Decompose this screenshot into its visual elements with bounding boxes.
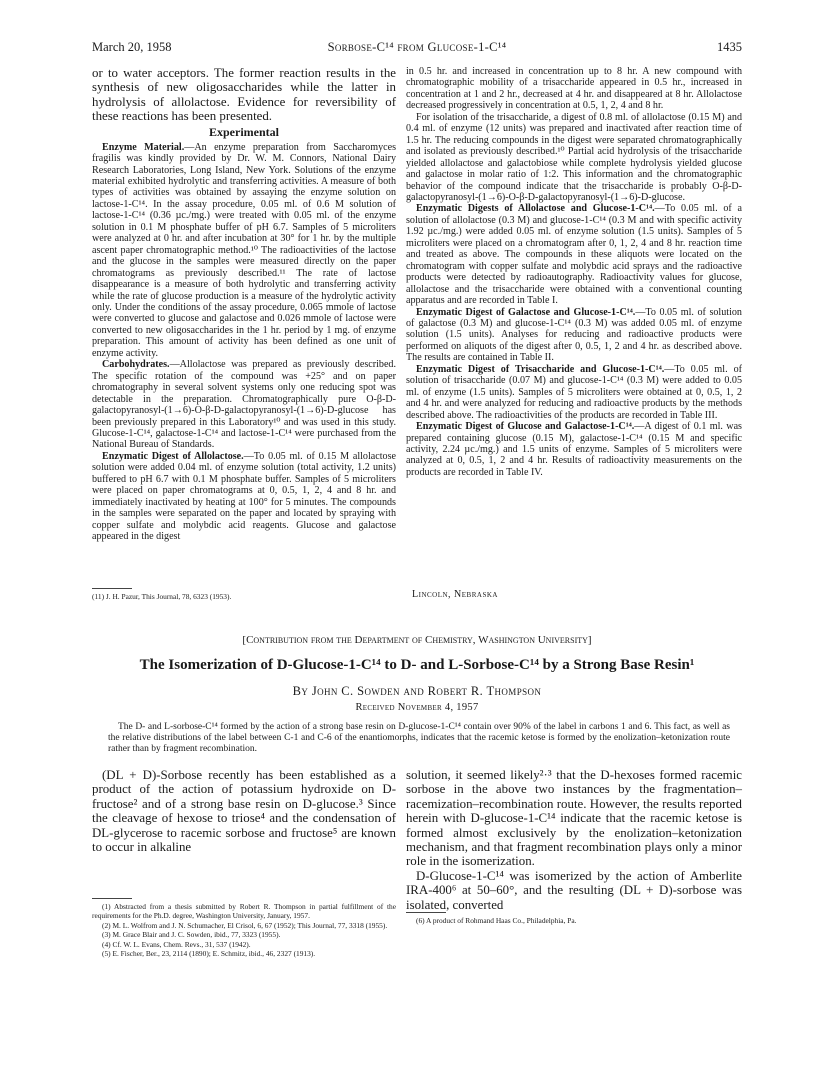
footnote-divider: [92, 898, 132, 899]
runin-heading: Enzymatic Digest of Galactose and Glucose-1-C¹⁴.: [416, 306, 636, 318]
intro-paragraph: (DL + D)-Sorbose recently has been established as a product of the action of potassium hydroxide on D-fructose² and of a strong base resin on D-glucose.³ Since the cleavage of hexose to triose⁴ and the condensation of DL-glycerose to racemic sorbose and fructose⁵ are known to occur in alkaline: [92, 768, 396, 855]
upper-right-column: [406, 66, 742, 478]
footnote-11: (11) J. H. Pazur, This Journal, 78, 6323 (1953).: [92, 592, 232, 601]
continued-paragraph: in 0.5 hr. and increased in concentration up to 8 hr. A new compound with chromatographic mobility of a trisaccharide appeared in 0.5 hr., increased in concentration at 1 and 2 hr., decreased at 4 hr. and disappeared at 8 hr. Allolactose decreased progressively in concentration at 0.5, 1, 2, 4 and 8 hr.: [406, 66, 742, 112]
paragraph-continued: solution, it seemed likely²·³ that the D-hexoses formed racemic sorbose in the above two instances by the fragmentation–racemization–recombination route. However, the results reported herein with D-glucose-1-C¹⁴ indicate that the racemic ketose is formed almost exclusively by the enolization–ketonization mechanism, and that fragment recombination plays only a minor role in the isomerization.: [406, 768, 742, 869]
paragraph-text: —To 0.05 ml. of solution of galactose (0.3 M) and glucose-1-C¹⁴ (0.3 M) was added 0.05 ml. of enzyme solution (1.5 units). Analyses for reducing and radioactive products were performed on aliquots of the digest after 0, 0.5, 1, 2 and 4 hr. as described above. The results are contained in Table II.: [406, 306, 742, 364]
section-heading: Experimental: [209, 124, 279, 139]
lower-right-text: [406, 768, 742, 912]
paragraph-allolactose-glucose: [406, 203, 742, 306]
paragraph-text: —To 0.05 ml. of a solution of allolactose (0.3 M) and glucose-1-C¹⁴ (0.3 M and with specific activity 1.92 µc./mg.) were added 0.05 ml. of enzyme solution (1.5 units). Samples of 5 microliters were placed on a chromatogram after 0, 1, 2, 4 and 8 hr. reaction time and treated as above. The compounds in these aliquots were located on the chromatogram with copper sulfate and molybdic acid sprays and the radioactive products were detected by radioautography. Radioactivity values for glucose, allolactose and the trisaccharide were obtained with a conventional counting apparatus and are recorded in Table I.: [406, 203, 742, 307]
paragraph-trisaccharide-glucose: [406, 364, 742, 421]
paragraph-text: —An enzyme preparation from Saccharomyces fragilis was kindly provided by Dr. W. M. Connors, National Dairy Research Laboratories, Long Island, New York. Solutions of the enzyme material exhibited hydrolytic and transferring activities. A measure of both types of activities was obtained by assaying the enzyme solution on lactose-1-C¹⁴. In the assay procedure, 0.05 ml. of 0.6 M solution of lactose-1-C¹⁴ (0.36 µc./mg.) were treated with 0.05 ml. of the enzyme solution in 0.1 M phosphate buffer of pH 6.7. Samples of 5 microliters were analyzed at 0 hr. and after incubation at 30° for 1 hr. by the multiple ascent paper chromatographic method.¹⁰ The radioactivities of the lactose and the glucose in the samples were measured directly on the paper chromatograms as previously described.¹¹ The rate of lactose disappearance is a measure of both hydrolytic and transferring activity while the rate of glucose production is a measure of the hydrolytic activity only. Under the conditions of the assay procedure, 0.065 mmole of lactose were converted to glucose and galactose and 0.026 mmole of lactose were converted to new oligosaccharides in the 1 hr. period by 1 mg. of enzyme preparation. This amount of activity has been defined as one unit of enzyme activity.: [92, 141, 396, 359]
lower-left-footnotes: [92, 902, 396, 958]
authors: By John C. Sowden and Robert R. Thompson: [292, 684, 542, 698]
runin-heading: Enzymatic Digest of Trisaccharide and Glucose-1-C¹⁴.: [416, 363, 665, 375]
paragraph-text: —To 0.05 ml. of solution of trisaccharide (0.07 M) and glucose-1-C¹⁴ (0.3 M) were added to 0.05 ml. of enzyme (1.5 units). Samples of 5 microliters were obtained at 0, 0.5, 1, 2 and 4 hr. and were analyzed for reducing and radioactive products by the methods described above. The radioactivities of the products are recorded in Table III.: [406, 363, 742, 421]
footnote-divider: [92, 588, 132, 589]
running-header: [92, 40, 742, 56]
abstract: The D- and L-sorbose-C¹⁴ formed by the action of a strong base resin on D-glucose-1-C¹⁴ contain over 90% of the label in carbons 1 and 6. This fact, as well as the relative distributions of the label between C-1 and C-6 of the enantiomorphs, indicates that the racemic ketose is formed by the enolization–ketonization route rather than by fragment recombination.: [108, 722, 730, 755]
intro-paragraph: or to water acceptors. The former reaction results in the synthesis of new oligosaccharides while the latter in hydrolysis of allolactose. Evidence for reversibility of these reactions has been presented.: [92, 66, 396, 124]
runin-heading: Enzyme Material.: [102, 141, 185, 153]
received-date: Received November 4, 1957: [355, 702, 479, 713]
paragraph-trisaccharide-isolation: For isolation of the trisaccharide, a digest of 0.8 ml. of allolactose (0.15 M) and 0.4 ml. of enzyme (12 units) was prepared and inactivated after reaction time of 1.5 hr. The reducing compounds in the digest were separated chromatographically and isolated as previously described.¹⁰ Partial acid hydrolysis of the trisaccharide yielded allolactose and galactobiose while complete hydrolysis yielded glucose and galactose in molar ratio of 1:2. This information and the chromatographic behavior of the compound indicate that the trisaccharide is probably O-β-D-galactopyranosyl-(1→6)-O-β-D-galactopyranosyl-(1→6)-D-glucose.: [406, 111, 742, 203]
footnote-4: (4) Cf. W. L. Evans, Chem. Revs., 31, 537 (1942).: [102, 939, 251, 949]
footnote-divider: [406, 912, 446, 913]
runin-heading: Enzymatic Digest of Allolactose.: [102, 450, 244, 462]
paragraph-text: —A digest of 0.1 ml. was prepared containing glucose (0.15 M), galactose-1-C¹⁴ (0.15 M and specific activity, 2.24 µc./mg.) and 1.5 units of enzyme. Samples of 5 microliters were analyzed at 0, 0.5, 1, 2 and 4 hr. Results of radioactivity measurements on the products are recorded in Table IV.: [406, 421, 742, 478]
paragraph-galactose-glucose: [406, 307, 742, 364]
paragraph-glucose-galactose: [406, 421, 742, 478]
footnote-1: (1) Abstracted from a thesis submitted by Robert R. Thompson in partial fulfillment of the requirements for the Ph.D. degree, Washington University, January, 1957.: [92, 902, 396, 921]
footnote-5: (5) E. Fischer, Ber., 23, 2114 (1890); E. Schmitz, ibid., 46, 2327 (1913).: [102, 949, 316, 959]
footnote-2: (2) M. L. Wolfrom and J. N. Schumacher, El Crisol, 6, 67 (1952); This Journal, 77, 3318 (1955).: [102, 920, 388, 930]
header-date: March 20, 1958: [92, 40, 172, 54]
runin-heading: Enzymatic Digests of Allolactose and Glucose-1-C¹⁴.: [416, 203, 655, 215]
footnote-3: (3) M. Grace Blair and J. C. Sowden, ibid., 77, 3323 (1955).: [102, 930, 281, 940]
footnote-6: [406, 916, 742, 925]
header-running-title: Sorbose-C¹⁴ from Glucose-1-C¹⁴: [327, 40, 507, 54]
article-title: The Isomerization of D-Glucose-1-C¹⁴ to D- and L-Sorbose-C¹⁴ by a Strong Base Resin¹: [139, 657, 695, 673]
paragraph-isomerization: D-Glucose-1-C¹⁴ was isomerized by the action of Amberlite IRA-400⁶ at 50–60°, and the resulting (DL + D)-sorbose was isolated, converted: [406, 868, 742, 912]
paragraph-text: —Allolactose was prepared as previously described. The specific rotation of the compound was +25° and on paper chromatography in several solvent systems only one reducing spot was detectable in the preparation. Chromatographically pure O-β-D-galactopyranosyl-(1→6)-O-β-D-galactopyranosyl-(1→6)-D-glucose has been previously prepared in this Laboratory¹⁰ and was used in this study. Glucose-1-C¹⁴, galactose-1-C¹⁴ and lactose-1-C¹⁴ were purchased from the National Bureau of Standards.: [92, 359, 396, 451]
contribution-line: [Contribution from the Department of Chemistry, Washington University]: [242, 634, 592, 646]
paragraph-enzyme-material: [92, 142, 396, 360]
lower-left-text: [92, 768, 396, 854]
runin-heading: Carbohydrates.: [102, 359, 170, 371]
upper-left-column: [92, 66, 396, 542]
paragraph-text: —To 0.05 ml. of 0.15 M allolactose solution were added 0.04 ml. of enzyme solution (total activity, 1.2 units) buffered to pH 6.7 with 0.1 M phosphate buffer. Samples of 5 microliters were placed on paper chromatograms at 0, 0.5, 1, 2, 4 and 8 hr. and immediately inactivated by heating at 100° for 5 minutes. The compounds in the samples were separated on the paper and located by spraying with copper sulfate and molybdic acid reagents. Glucose and galactose appeared in the digest: [92, 450, 396, 543]
header-page-number: 1435: [717, 40, 742, 54]
runin-heading: Enzymatic Digest of Glucose and Galactose-1-C¹⁴.: [416, 421, 635, 433]
location-signoff: Lincoln, Nebraska: [412, 589, 498, 600]
paragraph-carbohydrates: [92, 359, 396, 451]
footnote-text: (6) A product of Rohmand Haas Co., Philadelphia, Pa.: [416, 916, 577, 925]
paragraph-allolactose-digest: [92, 451, 396, 543]
